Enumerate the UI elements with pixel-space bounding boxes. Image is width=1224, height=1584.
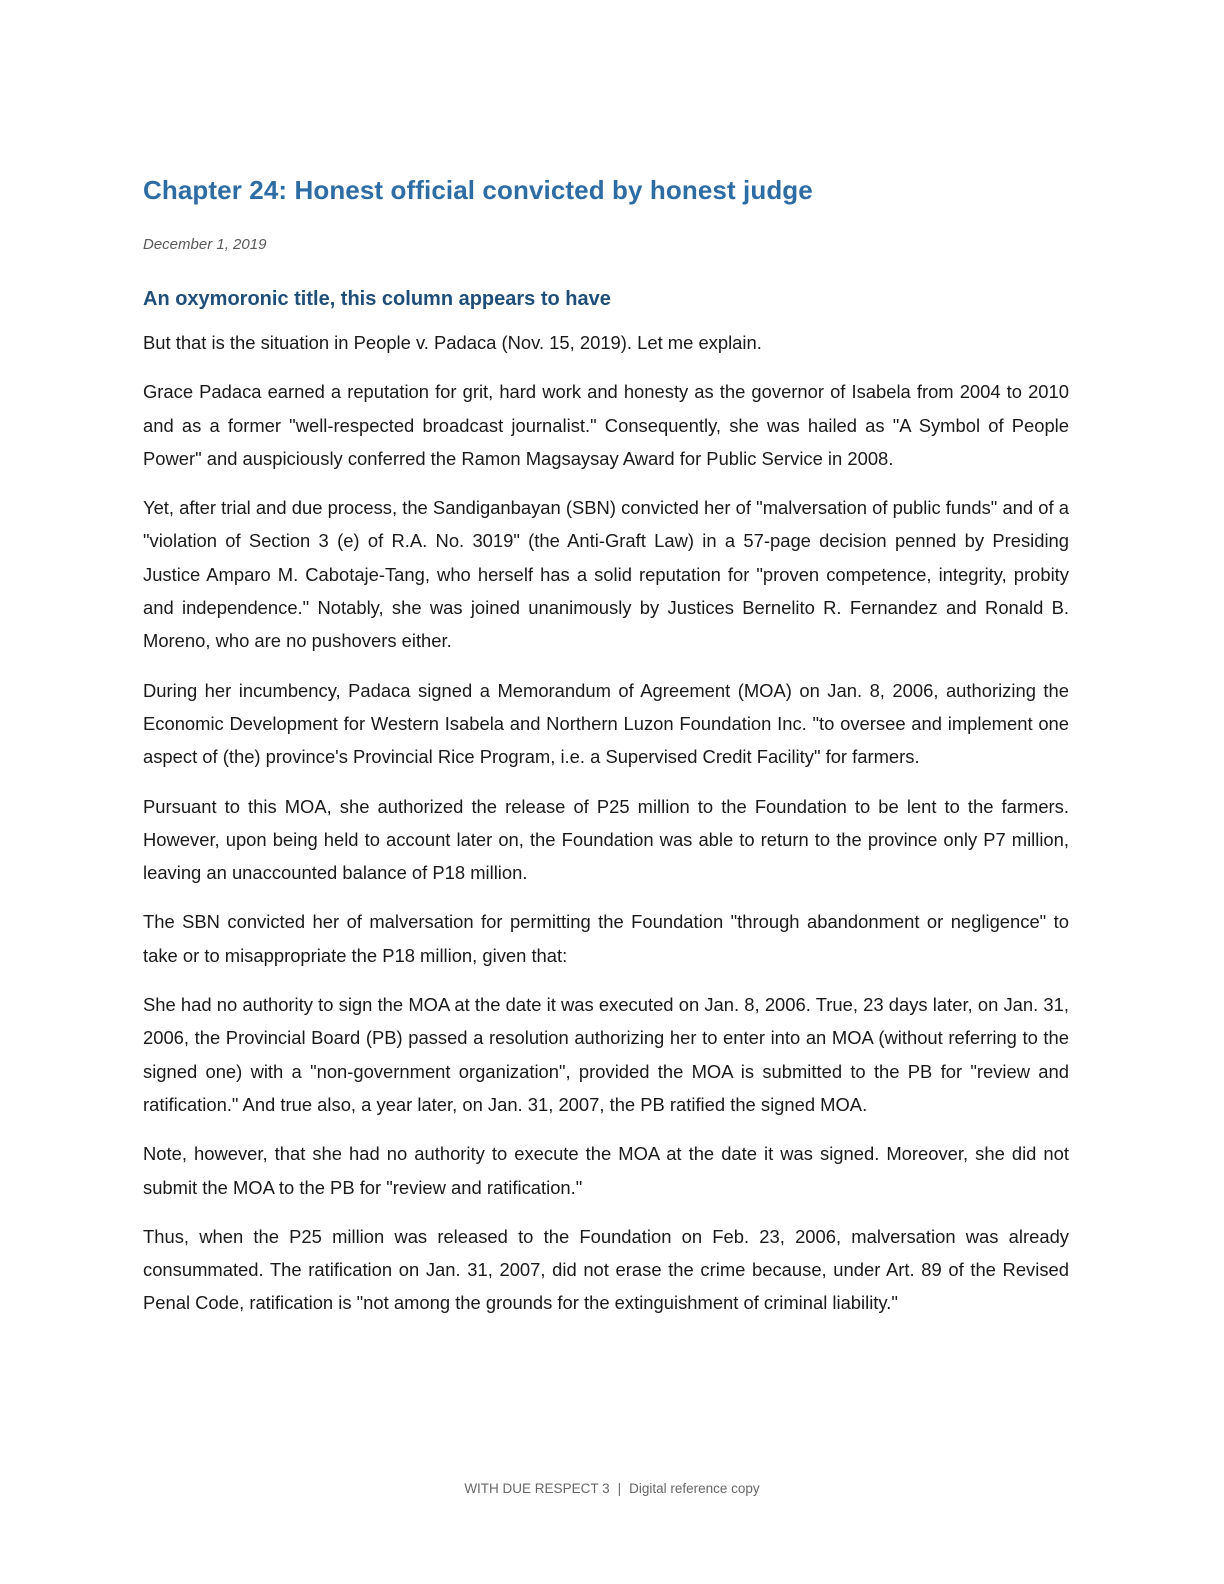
footer-running-title: WITH DUE RESPECT 3	[464, 1481, 610, 1496]
body-paragraph: But that is the situation in People v. Padaca (Nov. 15, 2019). Let me explain.	[143, 332, 762, 353]
body-paragraph: During her incumbency, Padaca signed a Memorandum of Agreement (MOA) on Jan. 8, 2006, authorizing the Economic Development for Western Isabela and Northern Luzon Foundation Inc. "to oversee and implement one aspect of (the) province's Provincial Rice Program, i.e. a Supervised Credit Facility" for farmers.	[143, 679, 1069, 768]
body-paragraph: Note, however, that she had no authority to execute the MOA at the date it was signed. Moreover, she did not submit the MOA to the PB for "review and ratification."	[143, 1143, 1069, 1198]
body-paragraph: The SBN convicted her of malversation for permitting the Foundation "through abandonment or negligence" to take or to misappropriate the P18 million, given that:	[143, 911, 1069, 966]
body-paragraph: Pursuant to this MOA, she authorized the release of P25 million to the Foundation to be lent to the farmers. However, upon being held to account later on, the Foundation was able to return to the province only P7 million, leaving an unaccounted balance of P18 million.	[143, 795, 1069, 884]
page-footer	[0, 1479, 1224, 1499]
publication-date: December 1, 2019	[143, 236, 267, 253]
body-paragraph: She had no authority to sign the MOA at the date it was executed on Jan. 8, 2006. True, 23 days later, on Jan. 31, 2006, the Provincial Board (PB) passed a resolution authorizing her to enter into an MOA (without referring to the signed one) with a "non-government organization", provided the MOA is submitted to the PB for "review and ratification." And true also, a year later, on Jan. 31, 2007, the PB ratified the signed MOA.	[143, 994, 1069, 1115]
footer-separator: |	[617, 1481, 622, 1496]
body-paragraph: Yet, after trial and due process, the Sandiganbayan (SBN) convicted her of "malversation of public funds" and of a "violation of Section 3 (e) of R.A. No. 3019" (the Anti-Graft Law) in a 57-page decision penned by Presiding Justice Amparo M. Cabotaje-Tang, who herself has a solid reputation for "proven competence, integrity, probity and independence." Notably, she was joined unanimously by Justices Bernelito R. Fernandez and Ronald B. Moreno, who are no pushovers either.	[143, 497, 1069, 652]
chapter-title: Chapter 24: Honest official convicted by honest judge	[143, 175, 813, 205]
body-paragraph: Thus, when the P25 million was released to the Foundation on Feb. 23, 2006, malversation was already consummated. The ratification on Jan. 31, 2007, did not erase the crime because, under Art. 89 of the Revised Penal Code, ratification is "not among the grounds for the extinguishment of criminal liability."	[143, 1225, 1069, 1314]
column-subtitle: An oxymoronic title, this column appears to have	[143, 288, 611, 310]
body-paragraph: Grace Padaca earned a reputation for grit, hard work and honesty as the governor of Isabela from 2004 to 2010 and as a former "well-respected broadcast journalist." Consequently, she was hailed as "A Symbol of People Power" and auspiciously conferred the Ramon Magsaysay Award for Public Service in 2008.	[143, 381, 1069, 469]
document-page	[143, 172, 1069, 1336]
footer-note: Digital reference copy	[629, 1481, 760, 1496]
